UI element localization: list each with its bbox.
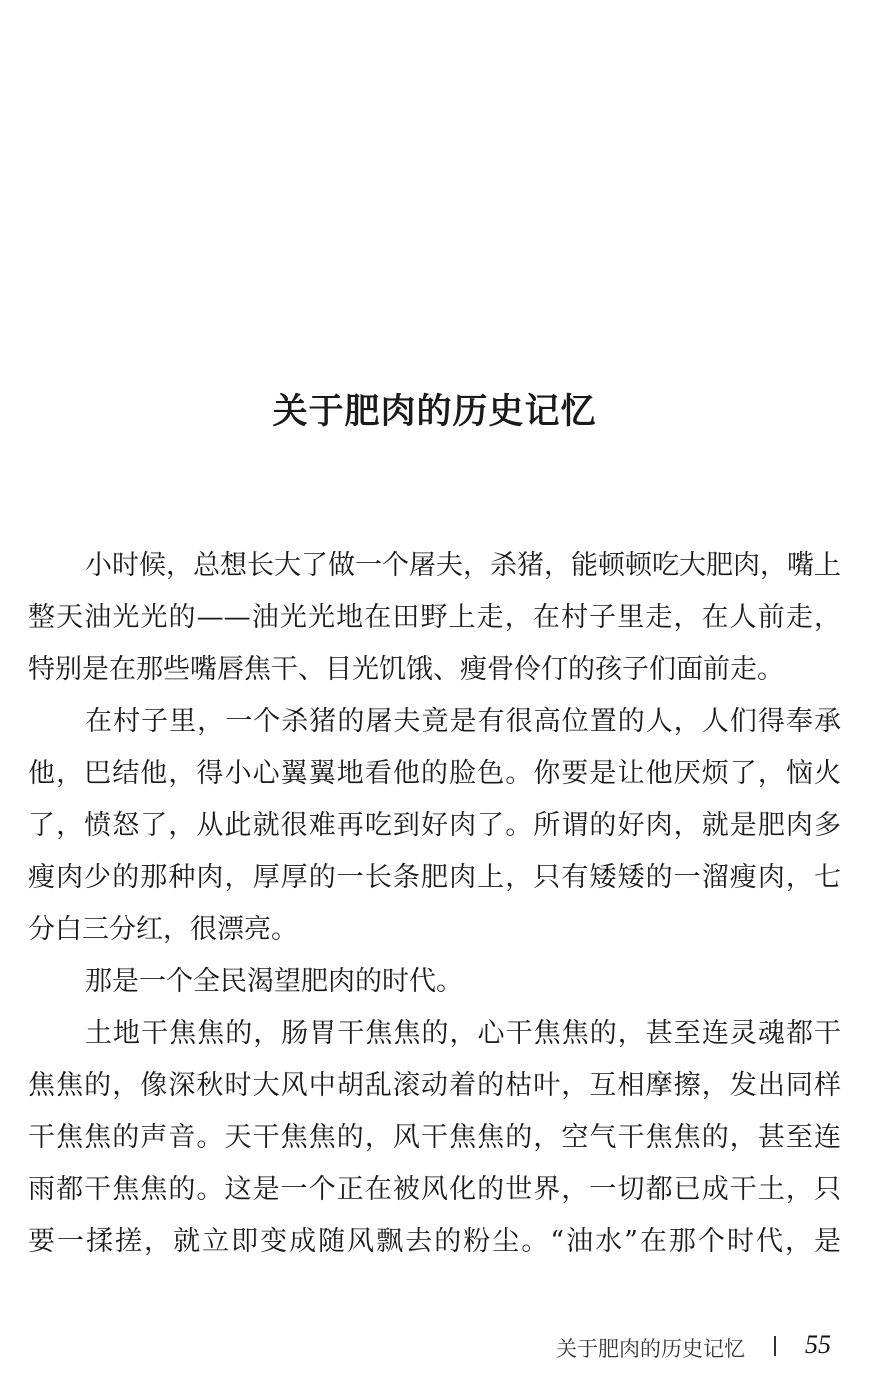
text-line: 小时候，总想长大了做一个屠夫，杀猪，能顿顿吃大肥肉，嘴上 <box>85 550 841 581</box>
text-line: 雨都干焦焦的。这是一个正在被风化的世界，一切都已成干土，只 <box>28 1174 841 1205</box>
text-line: 瘦肉少的那种肉，厚厚的一长条肥肉上，只有矮矮的一溜瘦肉，七 <box>28 862 841 893</box>
text-line: 要一揉搓，就立即变成随风飘去的粉尘。“油水”在那个时代，是 <box>28 1226 841 1257</box>
text-line: 干焦焦的声音。天干焦焦的，风干焦焦的，空气干焦焦的，甚至连 <box>28 1122 841 1153</box>
text-line: 了，愤怒了，从此就很难再吃到好肉了。所谓的好肉，就是肥肉多 <box>28 810 841 841</box>
chapter-title: 关于肥肉的历史记忆 <box>272 392 597 432</box>
text-line: 分白三分红，很漂亮。 <box>28 914 298 945</box>
footer-divider <box>774 1336 776 1356</box>
text-line: 焦焦的，像深秋时大风中胡乱滚动着的枯叶，互相摩擦，发出同样 <box>28 1070 841 1101</box>
text-line: 特别是在那些嘴唇焦干、目光饥饿、瘦骨伶仃的孩子们面前走。 <box>28 654 784 685</box>
text-line: 土地干焦焦的，肠胃干焦焦的，心干焦焦的，甚至连灵魂都干 <box>85 1018 841 1049</box>
text-line: 整天油光光的——油光光地在田野上走，在村子里走，在人前走， <box>28 602 841 633</box>
page-number: 55 <box>805 1330 831 1359</box>
running-footer-title: 关于肥肉的历史记忆 <box>556 1337 745 1361</box>
text-line: 在村子里，一个杀猪的屠夫竟是有很高位置的人，人们得奉承 <box>85 706 841 737</box>
text-line: 那是一个全民渴望肥肉的时代。 <box>85 966 463 997</box>
text-line: 他，巴结他，得小心翼翼地看他的脸色。你要是让他厌烦了，恼火 <box>28 758 841 789</box>
